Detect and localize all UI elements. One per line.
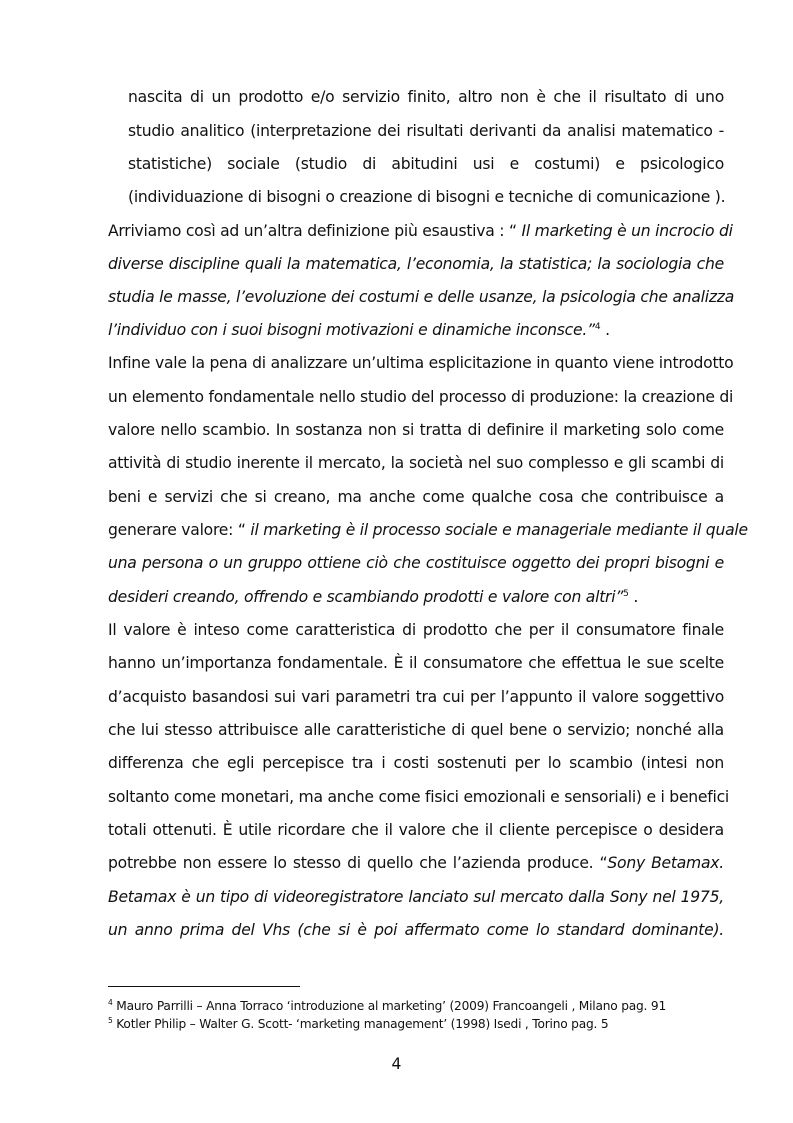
quote-line: una persona o un gruppo ottiene ciò che costituisce oggetto dei propri bisogni e	[108, 554, 724, 572]
footnote-number: 5	[108, 1015, 113, 1025]
page-number: 4	[391, 1055, 402, 1073]
body-line: Arriviamo così ad un’altra definizione più esaustiva : “ Il marketing è un incrocio di	[108, 222, 733, 240]
footnote-number: 4	[108, 997, 113, 1007]
body-line: studio analitico (interpretazione dei risultati derivanti da analisi matematico -	[128, 122, 724, 140]
body-line: Infine vale la pena di analizzare un’ultima esplicitazione in quanto viene introdotto	[108, 354, 734, 372]
body-line: d’acquisto basandosi sui vari parametri tra cui per l’appunto il valore soggettivo	[108, 688, 724, 706]
body-line: che lui stesso attribuisce alle caratteristiche di quel bene o servizio; nonché alla	[108, 721, 724, 739]
body-line: Il valore è inteso come caratteristica di prodotto che per il consumatore finale	[108, 621, 724, 639]
body-line: potrebbe non essere lo stesso di quello che l’azienda produce. “Sony Betamax.	[108, 854, 724, 872]
footnote: $^4$ Mauro Parrilli – Anna Torraco ‘introduzione al marketing’ (2009) Francoangeli , Milano pag. 91	[108, 997, 667, 1013]
quote-line: desideri creando, offrendo e scambiando prodotti e valore con altri”$^5$ .	[108, 588, 639, 606]
quote-line: diverse discipline quali la matematica, l’economia, la statistica; la sociologia che	[108, 255, 724, 273]
footnote: $^5$ Kotler Philip – Walter G. Scott- ‘marketing management’ (1998) Isedi , Torino pag. 5	[108, 1015, 609, 1031]
quote-text: il marketing è il processo sociale e manageriale mediante il quale	[250, 521, 748, 539]
body-line: soltanto come monetari, ma anche come fisici emozionali e sensoriali) e i benefici	[108, 788, 729, 806]
body-line: nascita di un prodotto e/o servizio finito, altro non è che il risultato di uno	[128, 88, 724, 106]
body-line: valore nello scambio. In sostanza non si tratta di definire il marketing solo come	[108, 421, 724, 439]
body-line: hanno un’importanza fondamentale. È il consumatore che effettua le sue scelte	[108, 654, 724, 672]
body-line: attività di studio inerente il mercato, la società nel suo complesso e gli scambi di	[108, 454, 724, 472]
quote-text: Il marketing è un incrocio di	[521, 222, 733, 240]
body-line: statistiche) sociale (studio di abitudini usi e costumi) e psicologico	[128, 155, 724, 173]
quote-text: Sony Betamax.	[607, 854, 724, 872]
body-line: (individuazione di bisogni o creazione di bisogni e tecniche di comunicazione ).	[128, 188, 726, 206]
quote-line: studia le masse, l’evoluzione dei costumi e delle usanze, la psicologia che analizza	[108, 288, 735, 306]
body-line: beni e servizi che si creano, ma anche come qualche cosa che contribuisce a	[108, 488, 724, 506]
body-line: differenza che egli percepisce tra i costi sostenuti per lo scambio (intesi non	[108, 754, 724, 772]
body-line: generare valore: “ il marketing è il processo sociale e manageriale mediante il quale	[108, 521, 748, 539]
body-line: un elemento fondamentale nello studio del processo di produzione: la creazione di	[108, 388, 734, 406]
quote-line: l’individuo con i suoi bisogni motivazioni e dinamiche inconsce.”$^4$ .	[108, 321, 610, 339]
body-line: totali ottenuti. È utile ricordare che il valore che il cliente percepisce o desidera	[108, 821, 724, 839]
footnote-divider	[108, 986, 300, 987]
footnote-ref: 4	[594, 321, 601, 332]
quote-line: Betamax è un tipo di videoregistratore lanciato sul mercato dalla Sony nel 1975,	[108, 888, 724, 906]
footnote-ref: 5	[623, 588, 629, 599]
quote-line: un anno prima del Vhs (che si è poi affermato come lo standard dominante).	[108, 921, 724, 939]
